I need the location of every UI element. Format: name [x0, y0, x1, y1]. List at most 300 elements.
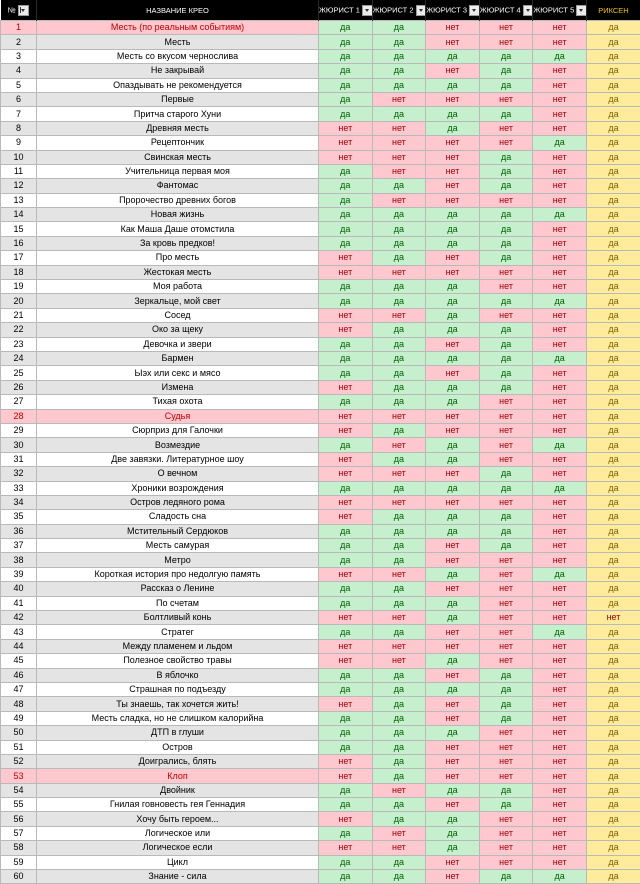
juror-4-vote-cell[interactable]: нет: [479, 740, 533, 754]
juror-3-vote-cell[interactable]: нет: [426, 251, 480, 265]
creo-name-cell[interactable]: Болтливый конь: [37, 611, 319, 625]
juror-1-vote-cell[interactable]: да: [319, 193, 373, 207]
juror-4-vote-cell[interactable]: да: [479, 481, 533, 495]
juror-1-vote-cell[interactable]: нет: [319, 323, 373, 337]
juror-1-vote-cell[interactable]: да: [319, 64, 373, 78]
juror-2-vote-cell[interactable]: да: [372, 366, 426, 380]
juror-5-vote-cell[interactable]: да: [533, 870, 587, 884]
rixen-vote-cell[interactable]: да: [586, 481, 640, 495]
rixen-vote-cell[interactable]: да: [586, 452, 640, 466]
creo-name-cell[interactable]: Стратег: [37, 625, 319, 639]
creo-name-cell[interactable]: Остров: [37, 740, 319, 754]
row-number[interactable]: 60: [1, 870, 37, 884]
rixen-vote-cell[interactable]: да: [586, 870, 640, 884]
juror-3-vote-cell[interactable]: нет: [426, 495, 480, 509]
juror-2-vote-cell[interactable]: да: [372, 21, 426, 35]
rixen-vote-cell[interactable]: да: [586, 179, 640, 193]
juror-2-vote-cell[interactable]: да: [372, 423, 426, 437]
juror-1-vote-cell[interactable]: да: [319, 236, 373, 250]
juror-5-vote-cell[interactable]: нет: [533, 467, 587, 481]
juror-3-vote-cell[interactable]: нет: [426, 553, 480, 567]
juror-2-vote-cell[interactable]: да: [372, 294, 426, 308]
juror-3-vote-cell[interactable]: да: [426, 78, 480, 92]
juror-1-vote-cell[interactable]: да: [319, 553, 373, 567]
juror-5-vote-cell[interactable]: нет: [533, 121, 587, 135]
rixen-vote-cell[interactable]: да: [586, 798, 640, 812]
rixen-vote-cell[interactable]: да: [586, 841, 640, 855]
juror-5-vote-cell[interactable]: нет: [533, 92, 587, 106]
juror-5-vote-cell[interactable]: нет: [533, 337, 587, 351]
rixen-vote-cell[interactable]: да: [586, 524, 640, 538]
juror-3-vote-cell[interactable]: да: [426, 826, 480, 840]
juror-3-vote-cell[interactable]: да: [426, 510, 480, 524]
row-number[interactable]: 49: [1, 711, 37, 725]
juror-4-vote-cell[interactable]: нет: [479, 654, 533, 668]
juror-5-vote-cell[interactable]: нет: [533, 611, 587, 625]
row-number[interactable]: 57: [1, 826, 37, 840]
juror-2-vote-cell[interactable]: да: [372, 740, 426, 754]
juror-4-vote-cell[interactable]: да: [479, 251, 533, 265]
juror-3-vote-cell[interactable]: да: [426, 596, 480, 610]
creo-name-cell[interactable]: Пророчество древних богов: [37, 193, 319, 207]
juror-1-vote-cell[interactable]: да: [319, 870, 373, 884]
juror-5-vote-cell[interactable]: нет: [533, 726, 587, 740]
juror-1-vote-cell[interactable]: нет: [319, 510, 373, 524]
juror-4-vote-cell[interactable]: да: [479, 510, 533, 524]
creo-name-cell[interactable]: За кровь предков!: [37, 236, 319, 250]
juror-4-vote-cell[interactable]: да: [479, 467, 533, 481]
juror-2-vote-cell[interactable]: да: [372, 682, 426, 696]
header-juror-5[interactable]: ЖЮРИСТ 5: [533, 0, 587, 21]
juror-2-vote-cell[interactable]: да: [372, 323, 426, 337]
juror-5-vote-cell[interactable]: нет: [533, 380, 587, 394]
rixen-vote-cell[interactable]: да: [586, 351, 640, 365]
juror-2-vote-cell[interactable]: нет: [372, 193, 426, 207]
juror-2-vote-cell[interactable]: да: [372, 539, 426, 553]
juror-1-vote-cell[interactable]: нет: [319, 769, 373, 783]
juror-3-vote-cell[interactable]: нет: [426, 35, 480, 49]
juror-5-vote-cell[interactable]: нет: [533, 265, 587, 279]
row-number[interactable]: 40: [1, 582, 37, 596]
juror-2-vote-cell[interactable]: да: [372, 481, 426, 495]
row-number[interactable]: 5: [1, 78, 37, 92]
creo-name-cell[interactable]: ДТП в глуши: [37, 726, 319, 740]
juror-4-vote-cell[interactable]: да: [479, 380, 533, 394]
juror-5-vote-cell[interactable]: нет: [533, 654, 587, 668]
juror-3-vote-cell[interactable]: нет: [426, 467, 480, 481]
juror-3-vote-cell[interactable]: да: [426, 49, 480, 63]
juror-2-vote-cell[interactable]: нет: [372, 150, 426, 164]
juror-3-vote-cell[interactable]: нет: [426, 21, 480, 35]
juror-3-vote-cell[interactable]: нет: [426, 265, 480, 279]
juror-1-vote-cell[interactable]: да: [319, 726, 373, 740]
creo-name-cell[interactable]: О вечном: [37, 467, 319, 481]
juror-5-vote-cell[interactable]: нет: [533, 308, 587, 322]
row-number[interactable]: 55: [1, 798, 37, 812]
rixen-vote-cell[interactable]: да: [586, 654, 640, 668]
juror-2-vote-cell[interactable]: да: [372, 208, 426, 222]
juror-4-vote-cell[interactable]: да: [479, 682, 533, 696]
juror-5-vote-cell[interactable]: нет: [533, 452, 587, 466]
juror-1-vote-cell[interactable]: да: [319, 826, 373, 840]
juror-2-vote-cell[interactable]: да: [372, 337, 426, 351]
juror-1-vote-cell[interactable]: нет: [319, 697, 373, 711]
juror-4-vote-cell[interactable]: нет: [479, 596, 533, 610]
juror-4-vote-cell[interactable]: нет: [479, 35, 533, 49]
creo-name-cell[interactable]: Новая жизнь: [37, 208, 319, 222]
juror-2-vote-cell[interactable]: да: [372, 553, 426, 567]
creo-name-cell[interactable]: Рассказ о Ленине: [37, 582, 319, 596]
rixen-vote-cell[interactable]: да: [586, 539, 640, 553]
juror-4-vote-cell[interactable]: нет: [479, 726, 533, 740]
creo-name-cell[interactable]: Доигрались, блять: [37, 754, 319, 768]
rixen-vote-cell[interactable]: да: [586, 855, 640, 869]
juror-5-vote-cell[interactable]: нет: [533, 323, 587, 337]
juror-1-vote-cell[interactable]: да: [319, 92, 373, 106]
creo-name-cell[interactable]: Как Маша Даше отомстила: [37, 222, 319, 236]
juror-4-vote-cell[interactable]: да: [479, 351, 533, 365]
sort-ascending-icon[interactable]: [18, 5, 29, 16]
juror-2-vote-cell[interactable]: да: [372, 711, 426, 725]
juror-4-vote-cell[interactable]: да: [479, 798, 533, 812]
juror-3-vote-cell[interactable]: нет: [426, 740, 480, 754]
juror-2-vote-cell[interactable]: да: [372, 222, 426, 236]
juror-1-vote-cell[interactable]: да: [319, 855, 373, 869]
creo-name-cell[interactable]: Сладость сна: [37, 510, 319, 524]
rixen-vote-cell[interactable]: да: [586, 582, 640, 596]
juror-3-vote-cell[interactable]: нет: [426, 92, 480, 106]
juror-4-vote-cell[interactable]: нет: [479, 625, 533, 639]
juror-4-vote-cell[interactable]: да: [479, 78, 533, 92]
juror-2-vote-cell[interactable]: да: [372, 179, 426, 193]
juror-3-vote-cell[interactable]: нет: [426, 582, 480, 596]
creo-name-cell[interactable]: Про месть: [37, 251, 319, 265]
rixen-vote-cell[interactable]: да: [586, 92, 640, 106]
juror-5-vote-cell[interactable]: нет: [533, 855, 587, 869]
row-number[interactable]: 6: [1, 92, 37, 106]
creo-name-cell[interactable]: Логическое если: [37, 841, 319, 855]
juror-4-vote-cell[interactable]: нет: [479, 21, 533, 35]
juror-5-vote-cell[interactable]: нет: [533, 841, 587, 855]
creo-name-cell[interactable]: Притча старого Хуни: [37, 107, 319, 121]
creo-name-cell[interactable]: Месть самурая: [37, 539, 319, 553]
juror-2-vote-cell[interactable]: да: [372, 251, 426, 265]
juror-1-vote-cell[interactable]: да: [319, 280, 373, 294]
juror-3-vote-cell[interactable]: да: [426, 121, 480, 135]
juror-1-vote-cell[interactable]: да: [319, 711, 373, 725]
rixen-vote-cell[interactable]: да: [586, 236, 640, 250]
creo-name-cell[interactable]: Метро: [37, 553, 319, 567]
juror-2-vote-cell[interactable]: да: [372, 769, 426, 783]
row-number[interactable]: 32: [1, 467, 37, 481]
juror-2-vote-cell[interactable]: да: [372, 236, 426, 250]
juror-1-vote-cell[interactable]: нет: [319, 495, 373, 509]
juror-4-vote-cell[interactable]: нет: [479, 582, 533, 596]
juror-1-vote-cell[interactable]: да: [319, 49, 373, 63]
juror-3-vote-cell[interactable]: да: [426, 841, 480, 855]
rixen-vote-cell[interactable]: да: [586, 769, 640, 783]
juror-1-vote-cell[interactable]: да: [319, 596, 373, 610]
creo-name-cell[interactable]: Знание - сила: [37, 870, 319, 884]
rixen-vote-cell[interactable]: да: [586, 308, 640, 322]
juror-1-vote-cell[interactable]: да: [319, 337, 373, 351]
juror-4-vote-cell[interactable]: нет: [479, 611, 533, 625]
juror-3-vote-cell[interactable]: нет: [426, 711, 480, 725]
juror-4-vote-cell[interactable]: да: [479, 222, 533, 236]
rixen-vote-cell[interactable]: да: [586, 495, 640, 509]
juror-2-vote-cell[interactable]: да: [372, 812, 426, 826]
juror-4-vote-cell[interactable]: да: [479, 323, 533, 337]
row-number[interactable]: 38: [1, 553, 37, 567]
juror-4-vote-cell[interactable]: да: [479, 208, 533, 222]
rixen-vote-cell[interactable]: да: [586, 193, 640, 207]
juror-3-vote-cell[interactable]: да: [426, 438, 480, 452]
juror-4-vote-cell[interactable]: да: [479, 236, 533, 250]
creo-name-cell[interactable]: Страшная по подъезду: [37, 682, 319, 696]
juror-5-vote-cell[interactable]: нет: [533, 107, 587, 121]
juror-2-vote-cell[interactable]: да: [372, 380, 426, 394]
creo-name-cell[interactable]: Клоп: [37, 769, 319, 783]
rixen-vote-cell[interactable]: да: [586, 697, 640, 711]
rixen-vote-cell[interactable]: да: [586, 711, 640, 725]
creo-name-cell[interactable]: По счетам: [37, 596, 319, 610]
juror-3-vote-cell[interactable]: нет: [426, 754, 480, 768]
juror-1-vote-cell[interactable]: нет: [319, 251, 373, 265]
juror-2-vote-cell[interactable]: нет: [372, 783, 426, 797]
rixen-vote-cell[interactable]: да: [586, 596, 640, 610]
juror-5-vote-cell[interactable]: нет: [533, 251, 587, 265]
juror-4-vote-cell[interactable]: нет: [479, 495, 533, 509]
juror-3-vote-cell[interactable]: да: [426, 812, 480, 826]
juror-2-vote-cell[interactable]: нет: [372, 121, 426, 135]
juror-5-vote-cell[interactable]: нет: [533, 409, 587, 423]
juror-3-vote-cell[interactable]: да: [426, 380, 480, 394]
rixen-vote-cell[interactable]: да: [586, 668, 640, 682]
juror-5-vote-cell[interactable]: нет: [533, 222, 587, 236]
juror-1-vote-cell[interactable]: да: [319, 78, 373, 92]
juror-2-vote-cell[interactable]: да: [372, 510, 426, 524]
juror-4-vote-cell[interactable]: да: [479, 150, 533, 164]
rixen-vote-cell[interactable]: да: [586, 107, 640, 121]
rixen-vote-cell[interactable]: да: [586, 754, 640, 768]
row-number[interactable]: 12: [1, 179, 37, 193]
header-num[interactable]: №: [1, 0, 37, 21]
creo-name-cell[interactable]: Девочка и звери: [37, 337, 319, 351]
creo-name-cell[interactable]: Месть со вкусом чернослива: [37, 49, 319, 63]
juror-4-vote-cell[interactable]: нет: [479, 639, 533, 653]
juror-5-vote-cell[interactable]: да: [533, 294, 587, 308]
row-number[interactable]: 8: [1, 121, 37, 135]
juror-3-vote-cell[interactable]: нет: [426, 539, 480, 553]
juror-5-vote-cell[interactable]: нет: [533, 524, 587, 538]
juror-5-vote-cell[interactable]: нет: [533, 798, 587, 812]
juror-1-vote-cell[interactable]: да: [319, 668, 373, 682]
juror-2-vote-cell[interactable]: да: [372, 870, 426, 884]
juror-4-vote-cell[interactable]: нет: [479, 395, 533, 409]
creo-name-cell[interactable]: Месть сладка, но не слишком калорийна: [37, 711, 319, 725]
juror-2-vote-cell[interactable]: нет: [372, 826, 426, 840]
juror-1-vote-cell[interactable]: нет: [319, 265, 373, 279]
creo-name-cell[interactable]: Логическое или: [37, 826, 319, 840]
juror-2-vote-cell[interactable]: нет: [372, 265, 426, 279]
row-number[interactable]: 19: [1, 280, 37, 294]
juror-2-vote-cell[interactable]: нет: [372, 308, 426, 322]
juror-5-vote-cell[interactable]: нет: [533, 150, 587, 164]
juror-3-vote-cell[interactable]: нет: [426, 164, 480, 178]
juror-4-vote-cell[interactable]: нет: [479, 841, 533, 855]
juror-4-vote-cell[interactable]: да: [479, 164, 533, 178]
juror-1-vote-cell[interactable]: да: [319, 366, 373, 380]
creo-name-cell[interactable]: Две завязки. Литературное шоу: [37, 452, 319, 466]
juror-4-vote-cell[interactable]: нет: [479, 308, 533, 322]
juror-3-vote-cell[interactable]: да: [426, 107, 480, 121]
juror-3-vote-cell[interactable]: да: [426, 236, 480, 250]
row-number[interactable]: 26: [1, 380, 37, 394]
juror-5-vote-cell[interactable]: нет: [533, 826, 587, 840]
juror-5-vote-cell[interactable]: нет: [533, 193, 587, 207]
juror-3-vote-cell[interactable]: да: [426, 395, 480, 409]
rixen-vote-cell[interactable]: да: [586, 121, 640, 135]
juror-3-vote-cell[interactable]: нет: [426, 409, 480, 423]
row-number[interactable]: 29: [1, 423, 37, 437]
rixen-vote-cell[interactable]: да: [586, 64, 640, 78]
juror-1-vote-cell[interactable]: да: [319, 179, 373, 193]
juror-5-vote-cell[interactable]: нет: [533, 539, 587, 553]
rixen-vote-cell[interactable]: да: [586, 265, 640, 279]
rixen-vote-cell[interactable]: да: [586, 150, 640, 164]
juror-2-vote-cell[interactable]: нет: [372, 495, 426, 509]
juror-5-vote-cell[interactable]: да: [533, 481, 587, 495]
juror-1-vote-cell[interactable]: нет: [319, 567, 373, 581]
juror-3-vote-cell[interactable]: нет: [426, 769, 480, 783]
juror-1-vote-cell[interactable]: нет: [319, 754, 373, 768]
juror-4-vote-cell[interactable]: нет: [479, 92, 533, 106]
row-number[interactable]: 15: [1, 222, 37, 236]
rixen-vote-cell[interactable]: да: [586, 438, 640, 452]
juror-5-vote-cell[interactable]: нет: [533, 697, 587, 711]
rixen-vote-cell[interactable]: да: [586, 567, 640, 581]
juror-2-vote-cell[interactable]: нет: [372, 136, 426, 150]
rixen-vote-cell[interactable]: да: [586, 740, 640, 754]
juror-4-vote-cell[interactable]: нет: [479, 553, 533, 567]
juror-1-vote-cell[interactable]: да: [319, 208, 373, 222]
row-number[interactable]: 23: [1, 337, 37, 351]
header-juror-1[interactable]: ЖЮРИСТ 1: [319, 0, 373, 21]
juror-5-vote-cell[interactable]: нет: [533, 64, 587, 78]
juror-2-vote-cell[interactable]: нет: [372, 438, 426, 452]
rixen-vote-cell[interactable]: да: [586, 136, 640, 150]
juror-4-vote-cell[interactable]: нет: [479, 452, 533, 466]
juror-2-vote-cell[interactable]: да: [372, 697, 426, 711]
juror-3-vote-cell[interactable]: нет: [426, 798, 480, 812]
row-number[interactable]: 20: [1, 294, 37, 308]
row-number[interactable]: 47: [1, 682, 37, 696]
row-number[interactable]: 42: [1, 611, 37, 625]
creo-name-cell[interactable]: Древняя месть: [37, 121, 319, 135]
juror-3-vote-cell[interactable]: да: [426, 222, 480, 236]
juror-5-vote-cell[interactable]: нет: [533, 668, 587, 682]
row-number[interactable]: 25: [1, 366, 37, 380]
creo-name-cell[interactable]: Фантомас: [37, 179, 319, 193]
creo-name-cell[interactable]: Учительница первая моя: [37, 164, 319, 178]
row-number[interactable]: 16: [1, 236, 37, 250]
juror-5-vote-cell[interactable]: да: [533, 625, 587, 639]
row-number[interactable]: 4: [1, 64, 37, 78]
creo-name-cell[interactable]: Хочу быть героем...: [37, 812, 319, 826]
juror-4-vote-cell[interactable]: нет: [479, 423, 533, 437]
juror-1-vote-cell[interactable]: нет: [319, 639, 373, 653]
juror-3-vote-cell[interactable]: да: [426, 726, 480, 740]
row-number[interactable]: 17: [1, 251, 37, 265]
juror-4-vote-cell[interactable]: да: [479, 783, 533, 797]
juror-1-vote-cell[interactable]: да: [319, 294, 373, 308]
rixen-vote-cell[interactable]: да: [586, 682, 640, 696]
row-number[interactable]: 11: [1, 164, 37, 178]
row-number[interactable]: 22: [1, 323, 37, 337]
rixen-vote-cell[interactable]: да: [586, 783, 640, 797]
creo-name-cell[interactable]: Свинская месть: [37, 150, 319, 164]
row-number[interactable]: 36: [1, 524, 37, 538]
row-number[interactable]: 3: [1, 49, 37, 63]
juror-1-vote-cell[interactable]: нет: [319, 121, 373, 135]
juror-5-vote-cell[interactable]: нет: [533, 423, 587, 437]
juror-3-vote-cell[interactable]: нет: [426, 337, 480, 351]
juror-2-vote-cell[interactable]: нет: [372, 611, 426, 625]
creo-name-cell[interactable]: Гнилая говновесть гея Геннадия: [37, 798, 319, 812]
creo-name-cell[interactable]: Судья: [37, 409, 319, 423]
juror-4-vote-cell[interactable]: да: [479, 64, 533, 78]
creo-name-cell[interactable]: Опаздывать не рекомендуется: [37, 78, 319, 92]
rixen-vote-cell[interactable]: да: [586, 826, 640, 840]
juror-4-vote-cell[interactable]: да: [479, 711, 533, 725]
juror-4-vote-cell[interactable]: нет: [479, 136, 533, 150]
juror-5-vote-cell[interactable]: нет: [533, 179, 587, 193]
juror-5-vote-cell[interactable]: нет: [533, 395, 587, 409]
juror-5-vote-cell[interactable]: нет: [533, 783, 587, 797]
rixen-vote-cell[interactable]: да: [586, 164, 640, 178]
row-number[interactable]: 58: [1, 841, 37, 855]
juror-4-vote-cell[interactable]: да: [479, 107, 533, 121]
juror-1-vote-cell[interactable]: нет: [319, 654, 373, 668]
rixen-vote-cell[interactable]: да: [586, 553, 640, 567]
juror-1-vote-cell[interactable]: да: [319, 35, 373, 49]
row-number[interactable]: 28: [1, 409, 37, 423]
rixen-vote-cell[interactable]: да: [586, 78, 640, 92]
juror-2-vote-cell[interactable]: да: [372, 351, 426, 365]
row-number[interactable]: 14: [1, 208, 37, 222]
rixen-vote-cell[interactable]: да: [586, 380, 640, 394]
juror-2-vote-cell[interactable]: да: [372, 35, 426, 49]
juror-3-vote-cell[interactable]: да: [426, 308, 480, 322]
creo-name-cell[interactable]: Око за щеку: [37, 323, 319, 337]
juror-4-vote-cell[interactable]: да: [479, 870, 533, 884]
juror-1-vote-cell[interactable]: да: [319, 582, 373, 596]
juror-1-vote-cell[interactable]: да: [319, 539, 373, 553]
row-number[interactable]: 52: [1, 754, 37, 768]
juror-3-vote-cell[interactable]: нет: [426, 668, 480, 682]
juror-5-vote-cell[interactable]: нет: [533, 769, 587, 783]
rixen-vote-cell[interactable]: да: [586, 726, 640, 740]
juror-4-vote-cell[interactable]: нет: [479, 121, 533, 135]
juror-1-vote-cell[interactable]: да: [319, 21, 373, 35]
juror-2-vote-cell[interactable]: да: [372, 855, 426, 869]
row-number[interactable]: 21: [1, 308, 37, 322]
juror-5-vote-cell[interactable]: да: [533, 49, 587, 63]
chevron-down-icon[interactable]: [416, 5, 426, 16]
rixen-vote-cell[interactable]: да: [586, 337, 640, 351]
juror-5-vote-cell[interactable]: нет: [533, 35, 587, 49]
row-number[interactable]: 7: [1, 107, 37, 121]
